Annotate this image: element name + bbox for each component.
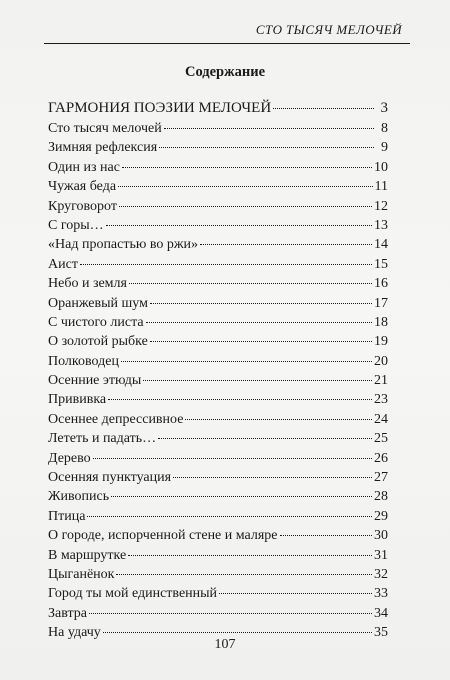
toc-entry-title: Завтра bbox=[48, 605, 87, 621]
toc-entry[interactable] bbox=[48, 606, 388, 625]
toc-entry-title: Небо и земля bbox=[48, 276, 127, 292]
toc-entry[interactable] bbox=[48, 548, 388, 567]
toc-entry-title: Чужая беда bbox=[48, 179, 117, 195]
toc-entry[interactable] bbox=[48, 237, 388, 256]
toc-entry-title: Город ты мой единственный bbox=[48, 586, 218, 602]
toc-entry-page: 27 bbox=[374, 470, 388, 486]
dot-leader bbox=[158, 438, 372, 439]
dot-leader bbox=[164, 128, 374, 129]
dot-leader bbox=[129, 283, 372, 284]
toc-entry-page: 28 bbox=[374, 489, 388, 505]
toc-entry[interactable] bbox=[48, 315, 388, 334]
toc-entry[interactable] bbox=[48, 586, 388, 605]
toc-entry-title: Дерево bbox=[48, 450, 91, 466]
toc-title: Содержание bbox=[184, 64, 266, 80]
toc-entry-page: 11 bbox=[374, 179, 388, 195]
toc-entry-page: 31 bbox=[374, 547, 388, 563]
dot-leader bbox=[118, 186, 372, 187]
toc-entry[interactable] bbox=[48, 392, 388, 411]
dot-leader bbox=[280, 535, 372, 536]
toc-entry-page: 32 bbox=[374, 566, 388, 582]
dot-leader bbox=[143, 380, 372, 381]
dot-leader bbox=[150, 303, 372, 304]
toc-entry-page: 13 bbox=[374, 217, 388, 233]
toc-entry-title: Оранжевый шум bbox=[48, 295, 148, 311]
dot-leader bbox=[116, 574, 372, 575]
toc-entry[interactable] bbox=[48, 179, 388, 198]
toc-entry[interactable] bbox=[48, 100, 388, 121]
toc-entry-title: Осеннее депрессивное bbox=[48, 411, 184, 427]
toc-entry-page: 12 bbox=[374, 198, 388, 214]
dot-leader bbox=[273, 108, 374, 109]
toc-entry[interactable] bbox=[48, 257, 388, 276]
toc-entry-title: На удачу bbox=[48, 625, 101, 641]
toc-entry-title: Лететь и падать… bbox=[48, 431, 157, 447]
toc-entry-page: 24 bbox=[374, 411, 388, 427]
toc-entry-title: Один из нас bbox=[48, 159, 120, 175]
toc-entry-title: «Над пропастью во ржи» bbox=[48, 237, 199, 253]
toc-entry[interactable] bbox=[48, 296, 388, 315]
toc-entry-page: 18 bbox=[374, 314, 388, 330]
dot-leader bbox=[121, 361, 372, 362]
toc-entry-page: 19 bbox=[374, 334, 388, 350]
dot-leader bbox=[80, 264, 372, 265]
toc-entry-title: Аист bbox=[48, 256, 78, 272]
dot-leader bbox=[219, 593, 372, 594]
toc-entry-title: Зимняя рефлексия bbox=[48, 140, 158, 156]
toc-entry-title: В маршрутке bbox=[48, 547, 127, 563]
header-rule bbox=[44, 43, 410, 44]
toc-entry[interactable] bbox=[48, 528, 388, 547]
dot-leader bbox=[146, 322, 372, 323]
toc-entry-title: Осенняя пунктуация bbox=[48, 470, 172, 486]
toc-entry[interactable] bbox=[48, 451, 388, 470]
dot-leader bbox=[119, 206, 372, 207]
toc-entry[interactable] bbox=[48, 431, 388, 450]
toc-entry-page: 29 bbox=[374, 508, 388, 524]
toc-entry[interactable] bbox=[48, 218, 388, 237]
toc-entry-page: 10 bbox=[374, 159, 388, 175]
toc-entry-page: 33 bbox=[374, 586, 388, 602]
toc-entry-title: С чистого листа bbox=[48, 314, 144, 330]
toc-entry[interactable] bbox=[48, 334, 388, 353]
toc-entry-page: 26 bbox=[374, 450, 388, 466]
running-header: СТО ТЫСЯЧ МЕЛОЧЕЙ bbox=[255, 22, 402, 37]
toc-entry-page: 23 bbox=[374, 392, 388, 408]
toc-entry[interactable] bbox=[48, 470, 388, 489]
toc-entry-title: Живопись bbox=[48, 489, 110, 505]
dot-leader bbox=[122, 167, 372, 168]
toc-entry-page: 3 bbox=[380, 100, 388, 116]
toc-entry-title: С горы… bbox=[48, 217, 104, 233]
toc-entry-page: 16 bbox=[374, 276, 388, 292]
dot-leader bbox=[87, 516, 372, 517]
table-of-contents bbox=[48, 100, 388, 645]
dot-leader bbox=[173, 477, 372, 478]
dot-leader bbox=[128, 555, 372, 556]
toc-entry-title: Цыганёнок bbox=[48, 566, 115, 582]
toc-entry[interactable] bbox=[48, 121, 388, 140]
dot-leader bbox=[106, 225, 372, 226]
toc-entry-page: 8 bbox=[381, 121, 388, 136]
toc-entry-title: ГАРМОНИЯ ПОЭЗИИ МЕЛОЧЕЙ bbox=[48, 100, 272, 116]
page-number: 107 bbox=[214, 637, 236, 652]
toc-entry[interactable] bbox=[48, 140, 388, 159]
toc-entry[interactable] bbox=[48, 199, 388, 218]
toc-entry-title: Прививка bbox=[48, 392, 107, 408]
toc-entry-page: 20 bbox=[374, 353, 388, 369]
toc-entry-page: 15 bbox=[374, 256, 388, 272]
toc-entry[interactable] bbox=[48, 160, 388, 179]
toc-entry[interactable] bbox=[48, 373, 388, 392]
dot-leader bbox=[103, 632, 372, 633]
toc-entry[interactable] bbox=[48, 276, 388, 295]
toc-entry-page: 30 bbox=[374, 528, 388, 544]
toc-entry-title: О городе, испорченной стене и маляре bbox=[48, 528, 278, 544]
toc-entry-page: 17 bbox=[374, 295, 388, 311]
toc-entry-title: Круговорот bbox=[48, 198, 117, 214]
toc-entry-page: 35 bbox=[374, 625, 388, 641]
toc-entry[interactable] bbox=[48, 567, 388, 586]
toc-entry-page: 9 bbox=[381, 140, 388, 156]
dot-leader bbox=[89, 613, 372, 614]
toc-entry[interactable] bbox=[48, 412, 388, 431]
toc-entry-page: 14 bbox=[374, 237, 388, 253]
dot-leader bbox=[185, 419, 372, 420]
toc-entry-title: Птица bbox=[48, 508, 86, 524]
dot-leader bbox=[93, 458, 372, 459]
toc-entry-title: Сто тысяч мелочей bbox=[48, 121, 162, 136]
dot-leader bbox=[150, 341, 372, 342]
toc-entry-title: Осенние этюды bbox=[48, 373, 142, 389]
toc-entry[interactable] bbox=[48, 509, 388, 528]
dot-leader bbox=[111, 496, 372, 497]
dot-leader bbox=[200, 244, 372, 245]
toc-entry-page: 34 bbox=[374, 605, 388, 621]
toc-entry[interactable] bbox=[48, 354, 388, 373]
toc-entry-title: Полководец bbox=[48, 353, 119, 369]
toc-entry-page: 21 bbox=[374, 373, 388, 389]
toc-entry-page: 25 bbox=[374, 431, 388, 447]
dot-leader bbox=[108, 399, 372, 400]
toc-entry-title: О золотой рыбке bbox=[48, 334, 148, 350]
dot-leader bbox=[159, 147, 374, 148]
toc-entry[interactable] bbox=[48, 489, 388, 508]
